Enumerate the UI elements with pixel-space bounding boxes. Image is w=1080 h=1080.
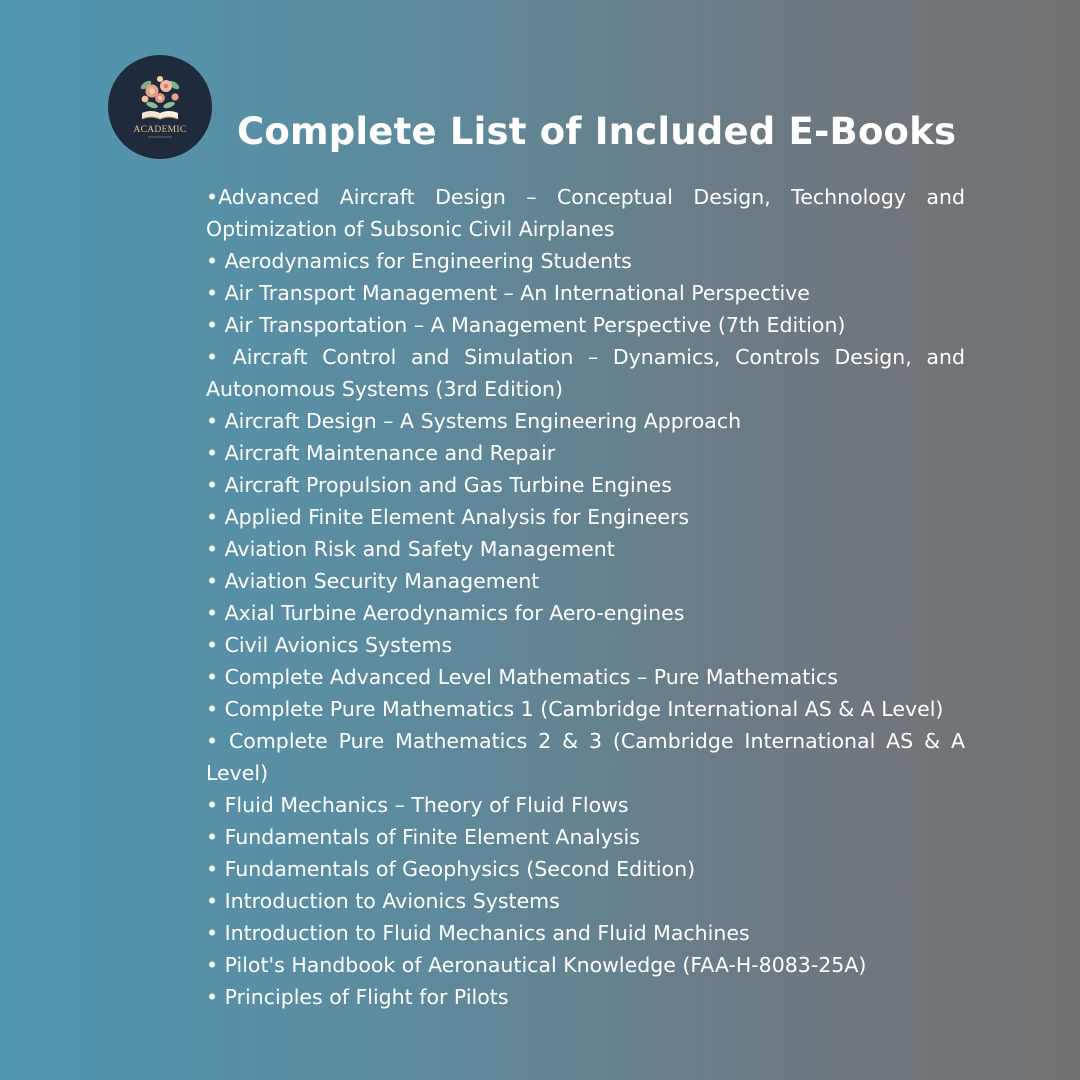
- ebook-list-item: • Complete Advanced Level Mathematics – Pure Mathematics: [206, 665, 838, 689]
- ebook-list-item: • Fundamentals of Geophysics (Second Edition): [206, 857, 696, 881]
- ebook-list-item: • Aircraft Control and Simulation – Dynamics, Controls Design, and Autonomous Systems (3rd Edition): [206, 345, 965, 401]
- ebook-list-item: • Air Transportation – A Management Perspective (7th Edition): [206, 313, 846, 337]
- ebook-list-item: • Aircraft Propulsion and Gas Turbine Engines: [206, 473, 672, 497]
- ebook-list-item: • Aerodynamics for Engineering Students: [206, 249, 632, 273]
- ebook-list-item: • Introduction to Avionics Systems: [206, 889, 560, 913]
- logo-wordmark: ACADEMIC: [133, 125, 187, 135]
- ebook-list-item: • Aviation Risk and Safety Management: [206, 537, 615, 561]
- ebook-list-item: • Aircraft Design – A Systems Engineering Approach: [206, 409, 742, 433]
- ebook-list-item: • Pilot's Handbook of Aeronautical Knowledge (FAA-H-8083-25A): [206, 953, 867, 977]
- ebook-list-item: • Axial Turbine Aerodynamics for Aero-engines: [206, 601, 685, 625]
- ebook-list-item: • Introduction to Fluid Mechanics and Fluid Machines: [206, 921, 750, 945]
- page-title: Complete List of Included E-Books: [237, 110, 957, 153]
- ebook-list-item: • Fluid Mechanics – Theory of Fluid Flows: [206, 793, 629, 817]
- ebook-list-item: • Principles of Flight for Pilots: [206, 985, 509, 1009]
- ebook-list-item: • Aviation Security Management: [206, 569, 540, 593]
- ebook-list: [206, 181, 965, 1013]
- ebook-list-item: • Complete Pure Mathematics 2 & 3 (Cambridge International AS & A Level): [206, 729, 965, 785]
- ebook-list-item: • Civil Avionics Systems: [206, 633, 453, 657]
- ebook-list-item: • Complete Pure Mathematics 1 (Cambridge International AS & A Level): [206, 697, 944, 721]
- ebook-list-item: • Fundamentals of Finite Element Analysis: [206, 825, 640, 849]
- ebook-list-item: • Air Transport Management – An International Perspective: [206, 281, 810, 305]
- ebook-list-item: • Applied Finite Element Analysis for Engineers: [206, 505, 690, 529]
- ebook-list-item: • Aircraft Maintenance and Repair: [206, 441, 556, 465]
- ebook-list-item: •Advanced Aircraft Design – Conceptual Design, Technology and Optimization of Subsonic Civil Airplanes: [206, 185, 965, 241]
- academic-logo: [108, 55, 212, 159]
